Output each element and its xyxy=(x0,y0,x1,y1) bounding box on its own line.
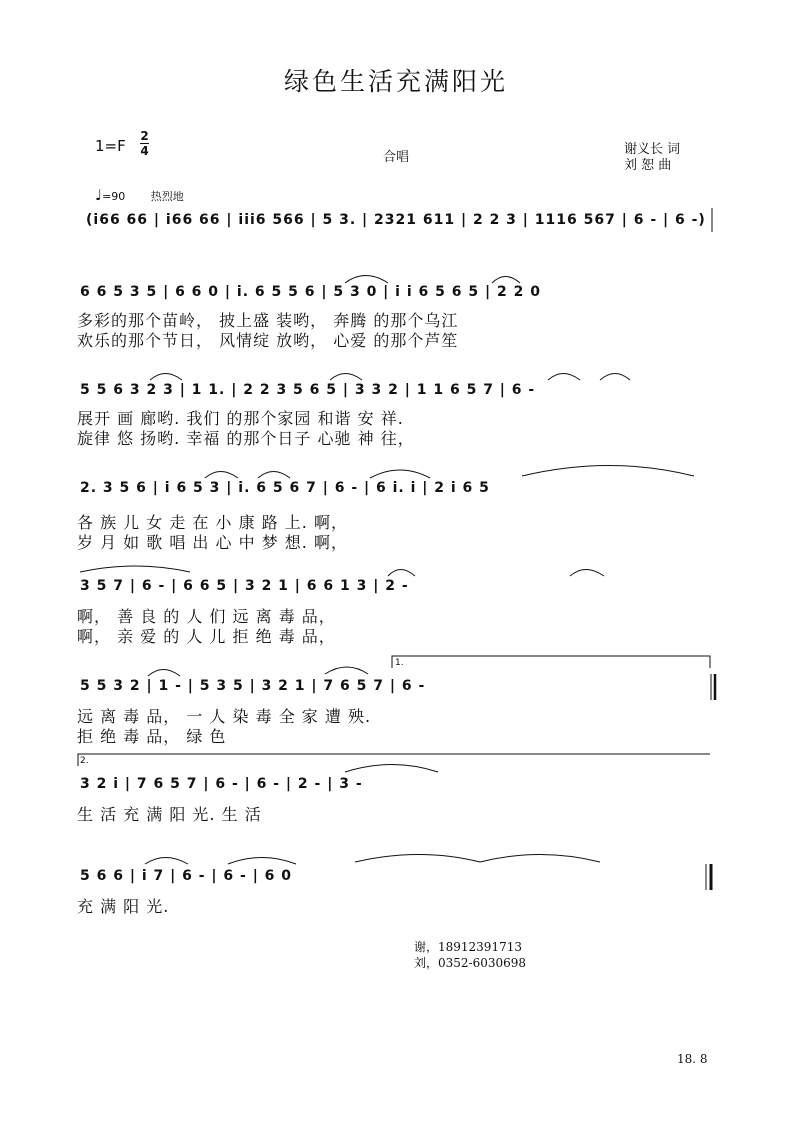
system-5-notes: 5 5 3 2 | 1 - | 5 3 5 | 3 2 1 | 7 6 5 7 | 6 - xyxy=(80,678,426,694)
intro-notes: (i66 66 | i66 66 | iii6 566 | 5 3. | 2321 611 | 2 2 3 | 1116 567 | 6 - | 6 -) xyxy=(86,212,706,228)
system-7-notes: 5 6 6 | i 7 | 6 - | 6 - | 6 0 xyxy=(80,868,293,884)
slur xyxy=(548,374,580,381)
page-title: 绿色生活充满阳光 xyxy=(283,67,508,96)
composer-credit: 刘 恕 曲 xyxy=(624,158,672,173)
meter-top: 2 xyxy=(140,129,149,143)
slur xyxy=(480,855,600,863)
key-signature: 1=F xyxy=(95,137,126,155)
slur xyxy=(370,470,430,478)
system-3-notes: 2. 3 5 6 | i 6 5 3 | i. 6 5 6 7 | 6 - | 6 i. i | 2 i 6 5 xyxy=(80,480,490,496)
contact-line-1: 谢，18912391713 xyxy=(414,940,522,954)
page-mark: 18. 8 xyxy=(677,1052,708,1066)
performance-type: 合唱 xyxy=(383,150,410,165)
slur xyxy=(570,570,604,577)
quarter-note-icon: ♩ xyxy=(95,186,103,204)
volta-1-label: 1. xyxy=(395,658,404,668)
slur xyxy=(330,374,362,381)
slur xyxy=(355,855,480,863)
slur xyxy=(258,472,290,479)
volta-1-bracket xyxy=(392,656,710,668)
system-4-lyric-2: 啊， 亲 爱 的 人 儿 拒 绝 毒 品， xyxy=(77,627,336,646)
slur xyxy=(345,276,388,284)
system-6-notes: 3 2 i | 7 6 5 7 | 6 - | 6 - | 2 - | 3 - xyxy=(80,776,363,792)
system-6-lyric-1: 生 活 充 满 阳 光. 生 活 xyxy=(77,805,262,824)
system-5-lyric-1: 远 离 毒 品， 一 人 染 毒 全 家 遭 殃. xyxy=(77,707,372,726)
slur xyxy=(148,670,180,677)
slur xyxy=(492,277,520,284)
system-1-lyric-2: 欢乐的那个节日， 风情绽 放哟， 心爱 的那个芦笙 xyxy=(77,331,459,350)
slur xyxy=(145,858,188,865)
slur xyxy=(228,858,296,865)
slur xyxy=(150,374,182,381)
slur xyxy=(345,765,438,773)
system-4-lyric-1: 啊， 善 良 的 人 们 远 离 毒 品， xyxy=(77,607,336,626)
system-4-notes: 3 5 7 | 6 - | 6 6 5 | 3 2 1 | 6 6 1 3 | 2 - xyxy=(80,578,409,594)
system-3-lyric-2: 岁 月 如 歌 唱 出 心 中 梦 想. 啊， xyxy=(77,533,348,552)
system-3-lyric-1: 各 族 儿 女 走 在 小 康 路 上. 啊， xyxy=(77,513,348,532)
tempo-mark: 热烈地 xyxy=(150,190,184,203)
lyricist-credit: 谢义长 词 xyxy=(624,142,681,157)
tempo-value: =90 xyxy=(102,190,126,203)
volta-2-label: 2. xyxy=(80,756,89,766)
slur xyxy=(600,374,630,381)
contact-line-2: 刘，0352-6030698 xyxy=(414,956,527,970)
system-1-notes: 6 6 5 3 5 | 6 6 0 | i. 6 5 5 6 | 5 3 0 | i i 6 5 6 5 | 2 2 0 xyxy=(80,284,541,300)
meter-bottom: 4 xyxy=(140,144,149,158)
slur xyxy=(205,472,238,479)
slur xyxy=(80,566,190,572)
system-5-lyric-2: 拒 绝 毒 品， 绿 色 xyxy=(77,727,227,746)
system-2-lyric-1: 展开 画 廊哟. 我们 的那个家园 和谐 安 祥. xyxy=(77,409,404,428)
slur xyxy=(388,570,415,577)
system-7-lyric-1: 充 满 阳 光. xyxy=(77,897,170,916)
system-2-notes: 5 5 6 3 2 3 | 1 1. | 2 2 3 5 6 5 | 3 3 2 | 1 1 6 5 7 | 6 - xyxy=(80,382,536,398)
system-1-lyric-1: 多彩的那个苗岭， 披上盛 装哟， 奔腾 的那个乌江 xyxy=(77,311,459,330)
slur xyxy=(325,667,368,674)
system-2-lyric-2: 旋律 悠 扬哟. 幸福 的那个日子 心驰 神 往， xyxy=(77,429,415,448)
slur xyxy=(522,466,694,477)
